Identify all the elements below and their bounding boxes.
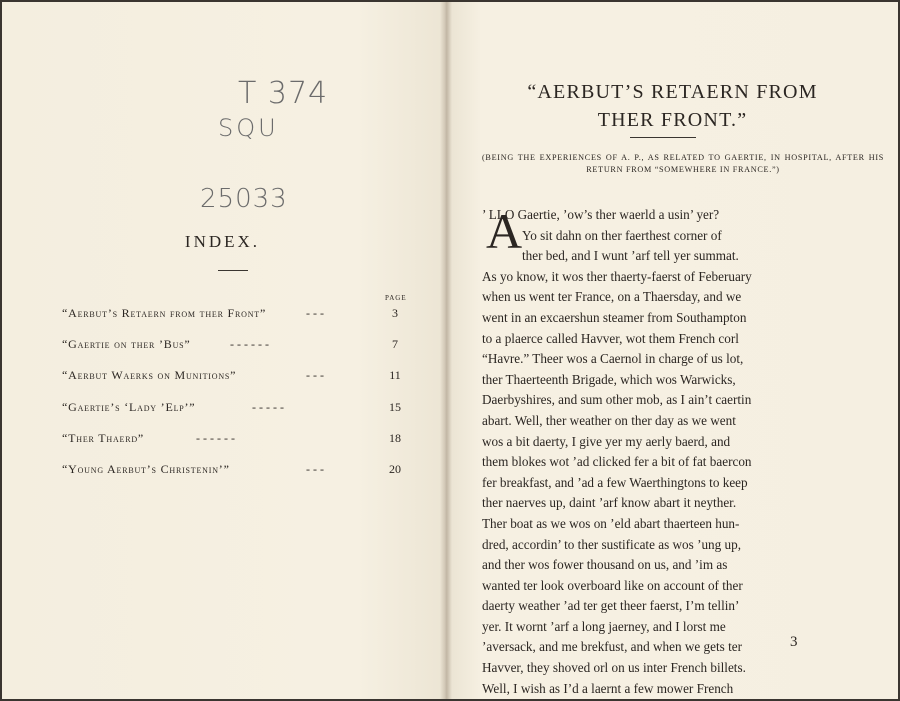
- text-line: when us went ter France, on a Thaersday, and we: [482, 289, 742, 305]
- chapter-subheading: (BEING THE EXPERIENCES OF A. P., AS RELATED TO GAERTIE, IN HOSPITAL, AFTER HIS RETURN FROM “SOMEWHERE IN FRANCE.”): [482, 153, 884, 174]
- index-entry-title: “Young Aerbut’s Christenin’”: [62, 462, 230, 476]
- index-entry-leader: - - -: [306, 462, 324, 476]
- chapter-heading: [445, 78, 900, 134]
- index-entry-page: 20: [389, 462, 401, 476]
- text-line: ther bed, and I wunt ’arf tell yer summat.: [522, 248, 739, 264]
- text-line: to a plaerce called Havver, wot them French corl: [482, 330, 739, 346]
- index-entry-leader: - - - - - -: [196, 431, 235, 445]
- chapter-heading-line: “AERBUT’S RETAERN FROM: [527, 81, 818, 103]
- index-entry-page: 11: [389, 368, 401, 382]
- text-line: Havver, they shoved orl on us inter French billets.: [482, 660, 746, 676]
- handwritten-annotation: 25033: [200, 184, 288, 214]
- text-line: wos a bit daerty, I give yer my aerly baerd, and: [482, 433, 731, 449]
- text-line: ’aversack, and me brekfust, and when we gets ter: [482, 639, 742, 655]
- text-line: yer. It wornt ’arf a long jaerney, and I lorst me: [482, 618, 726, 634]
- text-line: ther Thaerteenth Brigade, which wos Warwicks,: [482, 371, 736, 387]
- index-entry: [62, 368, 407, 388]
- text-line: fer breakfast, and ’ad a few Waerthingtons to keep: [482, 474, 748, 490]
- index-entry-title: “Gaertie’s ‘Lady ’Elp’”: [62, 400, 196, 414]
- index-entry: [62, 306, 407, 326]
- text-line: dred, accordin’ to ther sustificate as wos ’ung up,: [482, 536, 742, 552]
- text-line: went in an excaershun steamer from Southampton: [482, 309, 747, 325]
- index-entry-title: “Gaertie on ther ’Bus”: [62, 337, 191, 351]
- chapter-heading-line: THER FRONT.”: [597, 109, 748, 131]
- index-entry-title: “Aerbut’s Retaern from ther Front”: [62, 306, 267, 320]
- text-line: Ther boat as we wos on ’eld abart thaerteen hun-: [482, 515, 740, 531]
- index-entry-page: 7: [392, 337, 398, 351]
- index-entry-title: “Ther Thaerd”: [62, 431, 145, 445]
- divider: [630, 137, 696, 138]
- index-entry-page: 18: [389, 431, 401, 445]
- index-entry: [62, 431, 407, 451]
- index-entry-leader: - - -: [306, 306, 324, 320]
- text-line: wanted ter look overboard like on account of ther: [482, 577, 743, 593]
- index-entry: [62, 462, 407, 482]
- drop-cap: A: [486, 203, 523, 259]
- index-entry-page: 3: [392, 306, 398, 320]
- text-line: them blokes wot ’ad clicked fer a bit of fat baercon: [482, 454, 752, 470]
- index-entry-leader: - - -: [306, 368, 324, 382]
- text-line: “Havre.” Theer wos a Caernol in charge of us lot,: [482, 351, 744, 367]
- text-line: ’ LLO Gaertie, ’ow’s ther waerld a usin’ yer?: [482, 207, 720, 222]
- text-line: and ther wos fower thousand on us, and ’im as: [482, 557, 728, 573]
- index-entry-leader: - - - - - -: [230, 337, 269, 351]
- page-column-label: PAGE: [385, 294, 407, 302]
- divider: [218, 270, 248, 271]
- index-entry-title: “Aerbut Waerks on Munitions”: [62, 368, 237, 382]
- text-line: daerty weather ’ad ter get theer faerst, I’m tellin’: [482, 598, 740, 614]
- index-entry: [62, 337, 407, 357]
- text-line: As yo know, it wos ther thaerty-faerst of Feberuary: [482, 268, 752, 284]
- handwritten-annotation: SQU: [218, 114, 279, 142]
- handwritten-annotation: T 374: [238, 76, 329, 111]
- index-entry-leader: - - - - -: [252, 400, 284, 414]
- page-number: 3: [790, 634, 798, 650]
- left-page: [0, 0, 445, 701]
- index-entry-page: 15: [389, 400, 401, 414]
- body-text: [482, 205, 890, 699]
- text-line: Well, I wish as I’d a laernt a few mower French: [482, 680, 734, 696]
- text-line: Yo sit dahn on ther faerthest corner of: [522, 227, 722, 243]
- index-title: INDEX.: [184, 232, 261, 251]
- index-entry: [62, 400, 407, 420]
- text-line: ther naerves up, daint ’arf know abart it neyther.: [482, 495, 737, 511]
- text-line: abart. Well, ther weather on ther day as we went: [482, 412, 736, 428]
- text-line: Daerbyshires, and sum other mob, as I ain’t caertin: [482, 392, 752, 408]
